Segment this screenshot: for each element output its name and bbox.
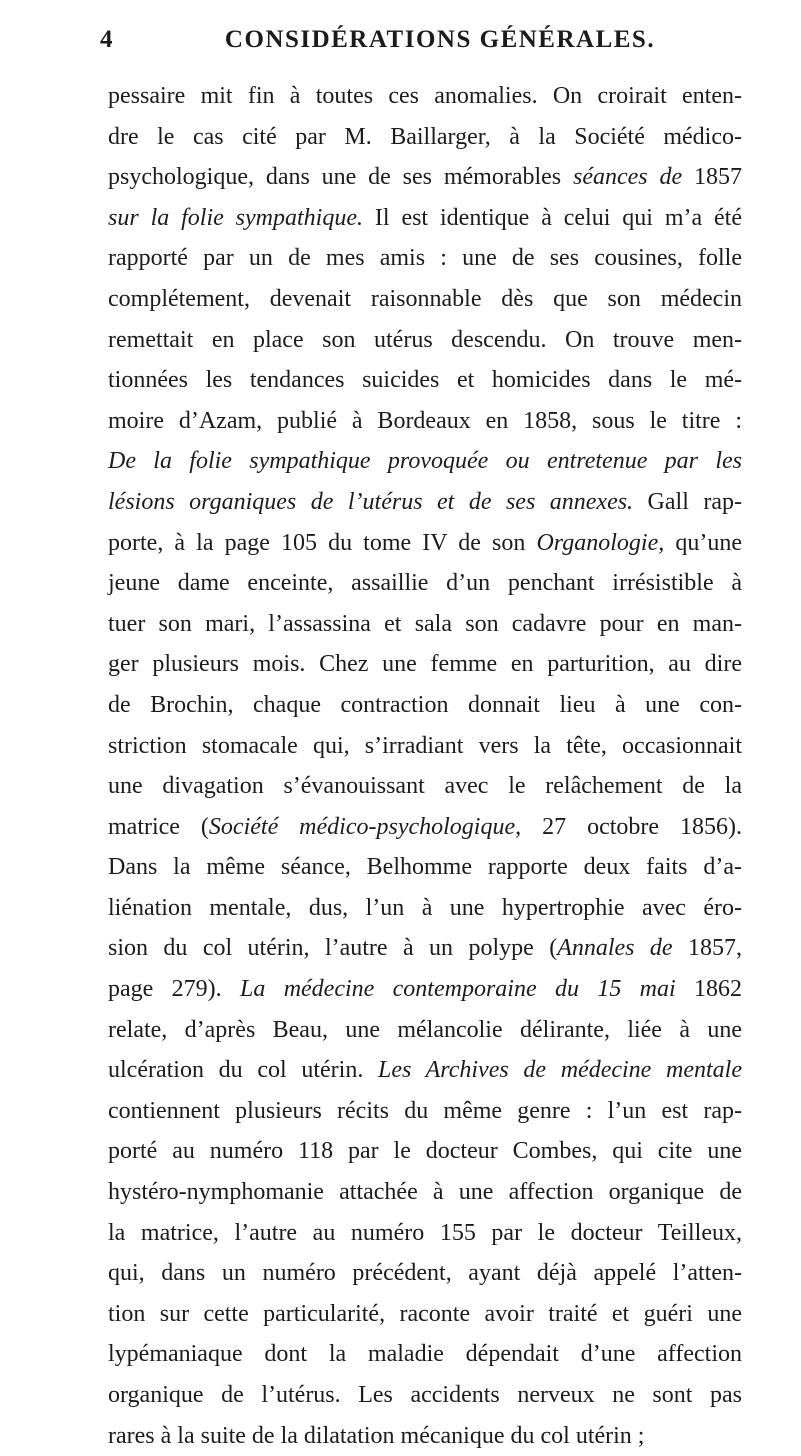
text-line xyxy=(108,157,742,198)
text-segment: ulcération du col utérin. xyxy=(108,1057,379,1084)
text-segment: 1857, xyxy=(672,935,742,962)
text-line xyxy=(108,847,742,888)
text-line xyxy=(108,1050,742,1091)
text-segment: matrice ( xyxy=(108,813,209,840)
text-segment: porte, à la page 105 du tome IV de son xyxy=(108,529,537,556)
text-segment: moire d’Azam, publié à Bordeaux en 1858, sous le titre : xyxy=(108,407,742,434)
text-segment: rares à la suite de la dilatation mécanique du col utérin ; xyxy=(108,1422,645,1449)
text-line xyxy=(108,928,742,969)
text-line xyxy=(108,1091,742,1132)
italic-text: Annales de xyxy=(557,935,673,962)
body-text xyxy=(108,76,742,1456)
italic-text: séances de xyxy=(573,164,683,191)
text-segment: qu’une xyxy=(664,529,742,556)
italic-text: Société médico-psychologique, xyxy=(208,813,522,840)
text-segment: ger plusieurs mois. Chez une femme en parturition, au dire xyxy=(108,651,742,678)
text-segment: porté au numéro 118 par le docteur Combes, qui cite une xyxy=(108,1138,742,1165)
text-segment: Dans la même séance, Belhomme rapporte deux faits d’a- xyxy=(108,854,742,881)
text-line xyxy=(108,685,742,726)
text-segment: striction stomacale qui, s’irradiant vers la tête, occasionnait xyxy=(108,732,742,759)
text-segment: page 279). xyxy=(108,976,240,1003)
text-segment: remettait en place son utérus descendu. On trouve men- xyxy=(108,326,742,353)
page-number: 4 xyxy=(100,26,114,53)
text-segment: hystéro-nymphomanie attachée à une affection organique de xyxy=(108,1179,742,1206)
text-line xyxy=(108,807,742,848)
italic-text: sur la folie sympathique. xyxy=(108,204,363,231)
text-segment: contiennent plusieurs récits du même genre : l’un est rap- xyxy=(108,1097,742,1124)
text-segment: qui, dans un numéro précédent, ayant déjà appelé l’atten- xyxy=(108,1260,742,1287)
text-segment: tuer son mari, l’assassina et sala son cadavre pour en man- xyxy=(108,610,742,637)
italic-text: Organologie, xyxy=(536,529,665,556)
text-line xyxy=(108,1416,742,1456)
text-line xyxy=(108,238,742,279)
page-header xyxy=(100,26,740,62)
text-line xyxy=(108,76,742,117)
italic-text: La médecine contemporaine du 15 mai xyxy=(240,976,676,1003)
text-line xyxy=(108,604,742,645)
text-line xyxy=(108,360,742,401)
text-line xyxy=(108,1375,742,1416)
text-segment: lypémaniaque dont la maladie dépendait d’une affection xyxy=(108,1341,742,1368)
text-segment: de Brochin, chaque contraction donnait lieu à une con- xyxy=(108,691,742,718)
text-line xyxy=(108,644,742,685)
text-segment: tionnées les tendances suicides et homicides dans le mé- xyxy=(108,367,742,394)
text-segment: 1862 xyxy=(675,976,743,1003)
text-segment: liénation mentale, dus, l’un à une hypertrophie avec éro- xyxy=(108,894,742,921)
text-segment: 27 octobre 1856). xyxy=(521,813,742,840)
text-segment: Gall rap- xyxy=(633,488,742,515)
running-title: CONSIDÉRATIONS GÉNÉRALES. xyxy=(224,26,656,53)
text-segment: relate, d’après Beau, une mélancolie délirante, liée à une xyxy=(108,1016,742,1043)
text-line xyxy=(108,482,742,523)
text-line xyxy=(108,888,742,929)
text-segment: organique de l’utérus. Les accidents nerveux ne sont pas xyxy=(108,1382,742,1408)
text-segment: une divagation s’évanouissant avec le relâchement de la xyxy=(108,773,742,800)
text-line xyxy=(108,726,742,767)
text-line xyxy=(108,1172,742,1213)
text-segment: complétement, devenait raisonnable dès que son médecin xyxy=(108,285,742,312)
italic-text: Les Archives de médecine mentale xyxy=(378,1057,742,1084)
text-line xyxy=(108,117,742,158)
text-segment: rapporté par un de mes amis : une de ses cousines, folle xyxy=(108,245,742,272)
text-line xyxy=(108,279,742,320)
text-line xyxy=(108,523,742,564)
text-line xyxy=(108,1010,742,1051)
text-segment: dre le cas cité par M. Baillarger, à la Société médico- xyxy=(108,123,742,150)
text-line xyxy=(108,563,742,604)
italic-text: lésions organiques de l’utérus et de ses annexes. xyxy=(108,488,634,515)
italic-text: De la folie sympathique provoquée ou entretenue par les xyxy=(108,448,742,475)
text-line xyxy=(108,401,742,442)
text-segment: 1857 xyxy=(682,164,742,191)
text-line xyxy=(108,320,742,361)
text-segment: la matrice, l’autre au numéro 155 par le docteur Teilleux, xyxy=(108,1219,742,1246)
text-segment: psychologique, dans une de ses mémorables xyxy=(108,164,573,191)
text-line xyxy=(108,441,742,482)
text-segment: sion du col utérin, l’autre à un polype ( xyxy=(108,935,558,962)
text-line xyxy=(108,1253,742,1294)
text-line xyxy=(108,1131,742,1172)
text-line xyxy=(108,1334,742,1375)
text-segment: tion sur cette particularité, raconte avoir traité et guéri une xyxy=(108,1300,742,1327)
text-line xyxy=(108,969,742,1010)
text-line xyxy=(108,1294,742,1335)
text-segment: jeune dame enceinte, assaillie d’un penchant irrésistible à xyxy=(108,570,742,597)
text-segment: pessaire mit fin à toutes ces anomalies. On croirait enten- xyxy=(108,83,742,109)
text-segment: Il est identique à celui qui m’a été xyxy=(363,204,742,231)
text-line xyxy=(108,198,742,239)
text-line xyxy=(108,766,742,807)
text-line xyxy=(108,1213,742,1254)
